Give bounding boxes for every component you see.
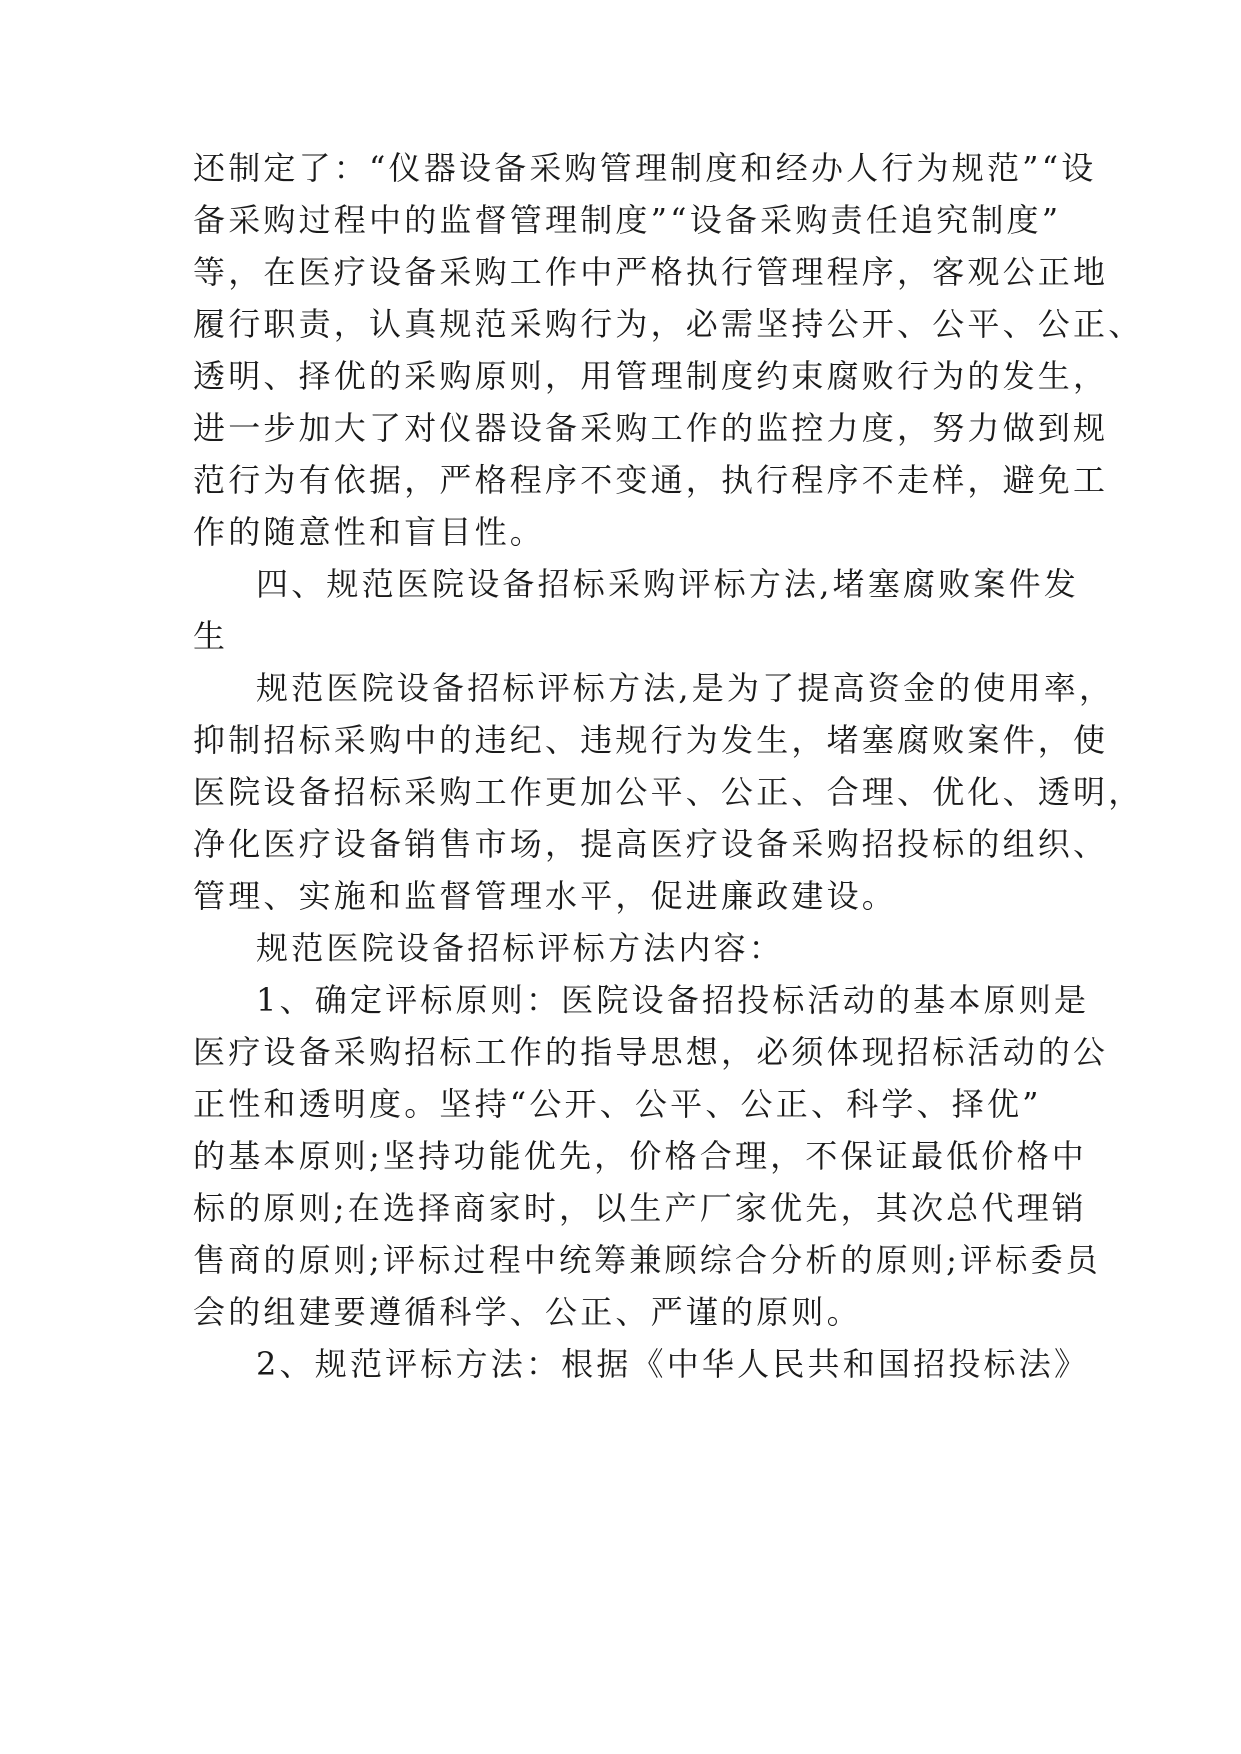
section-heading-continued: 生	[193, 617, 229, 655]
paragraph-start: 规范医院设备招标评标方法,是为了提高资金的使用率，	[256, 669, 1115, 707]
text-line: 标的原则;在选择商家时，以生产厂家优先，其次总代理销	[193, 1189, 1087, 1227]
text-line: 售商的原则;评标过程中统筹兼顾综合分析的原则;评标委员	[193, 1241, 1101, 1279]
text-line: 净化医疗设备销售市场，提高医疗设备采购招投标的组织、	[193, 825, 1109, 863]
text-line: 医院设备招标采购工作更加公平、公正、合理、优化、透明，	[193, 773, 1144, 811]
section-heading: 四、规范医院设备招标采购评标方法,堵塞腐败案件发	[256, 565, 1079, 603]
list-item-1: 1、确定评标原则：医院设备招投标活动的基本原则是	[256, 981, 1090, 1019]
text-line: 等，在医疗设备采购工作中严格执行管理程序，客观公正地	[193, 253, 1109, 291]
text-line: 管理、实施和监督管理水平，促进廉政建设。	[193, 877, 898, 915]
text-line: 履行职责，认真规范采购行为，必需坚持公开、公平、公正、	[193, 305, 1144, 343]
text-line: 作的随意性和盲目性。	[193, 513, 546, 551]
text-line: 范行为有依据，严格程序不变通，执行程序不走样，避免工	[193, 461, 1109, 499]
text-line: 会的组建要遵循科学、公正、严谨的原则。	[193, 1293, 862, 1331]
list-item-2: 2、规范评标方法：根据《中华人民共和国招投标法》	[256, 1345, 1090, 1383]
text-line: 进一步加大了对仪器设备采购工作的监控力度，努力做到规	[193, 409, 1109, 447]
text-line: 抑制招标采购中的违纪、违规行为发生，堵塞腐败案件，使	[193, 721, 1109, 759]
text-line: 还制定了：“仪器设备采购管理制度和经办人行为规范”“设	[193, 149, 1097, 187]
text-line: 的基本原则;坚持功能优先，价格合理，不保证最低价格中	[193, 1137, 1087, 1175]
text-line: 正性和透明度。坚持“公开、公平、公正、科学、择优”	[193, 1085, 1042, 1123]
text-line: 透明、择优的采购原则，用管理制度约束腐败行为的发生，	[193, 357, 1109, 395]
paragraph-start: 规范医院设备招标评标方法内容：	[256, 929, 785, 967]
text-line: 备采购过程中的监督管理制度”“设备采购责任追究制度”	[193, 201, 1062, 239]
text-line: 医疗设备采购招标工作的指导思想，必须体现招标活动的公	[193, 1033, 1109, 1071]
